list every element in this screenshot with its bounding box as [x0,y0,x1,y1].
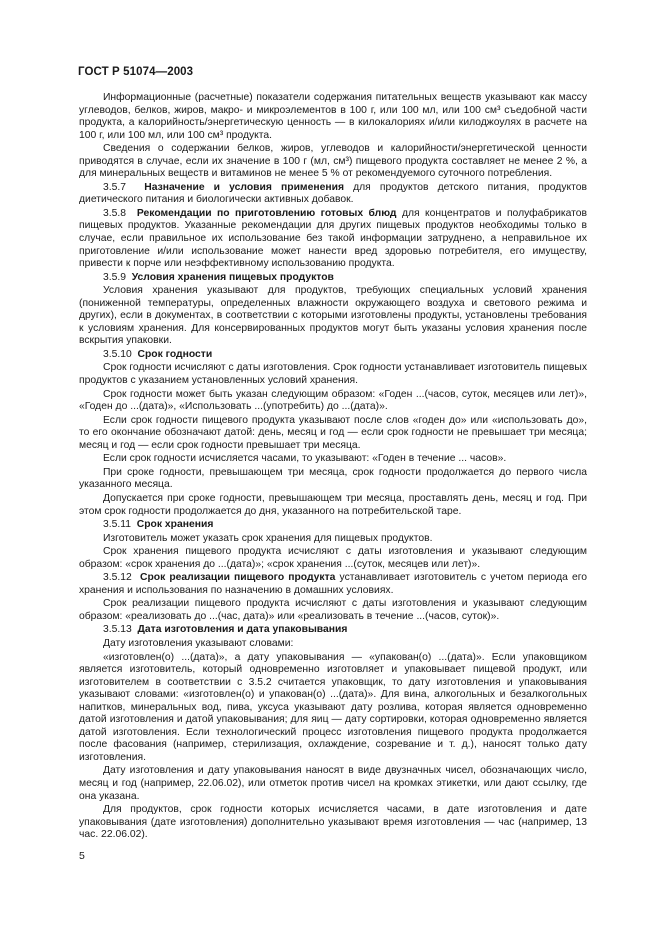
section-title: Срок хранения [136,519,214,531]
paragraph: Срок хранения пищевого продукта исчисляют с даты изготовления и указывают следующим образом: «срок хранения до ...(дата)»; «срок хранения ...(суток, месяцев или лет)». [79,546,587,570]
document-body [79,92,587,843]
section-3-5-11 [79,519,587,532]
paragraph: Изготовитель может указать срок хранения для пищевых продуктов. [103,532,433,544]
section-text: для концентратов и полуфабрикатов пищевых продуктов. Указанные рекомендации для других пищевых продуктов необходимы только в случае, если правильное их использование без такой информации затруднено, а неправильное их приготовление и/или использование может нанести вред здоровью потребителя, его имуществу, привести к порче или неэффективному использованию продукта. [79,207,588,270]
section-text: устанавливает изготовитель с учетом периода его хранения и использования по назначению в домашних условиях. [79,572,588,596]
section-text: для продуктов детского питания, продуктов диетического питания и биологически активных добавок. [79,181,588,206]
section-number: 3.5.9 [103,271,127,283]
section-number: 3.5.8 [103,207,127,219]
paragraph: Дату изготовления указывают словами: [103,637,294,649]
section-3-5-8 [79,208,587,271]
paragraph: Условия хранения указывают для продуктов, требующих специальных условий хранения (пониженной температуры, определенных влажности окружающего воздуха и светового режима и других), если в документах, в соответствии с которыми изготовлены продукты, установлены требования к условиям хранения. Для консервированных продуктов могут быть указаны условия хранения после вскрытия упаковки. [79,285,587,347]
paragraph: Срок реализации пищевого продукта исчисляют с даты изготовления и указывают следующим образом: «реализовать до ...(час, дата)» или «реализовать в течение ...(часов, суток)». [79,598,587,622]
section-title: Срок реализации пищевого продукта [139,572,336,584]
section-3-5-10 [79,349,587,362]
section-title: Дата изготовления и дата упаковывания [137,624,348,636]
paragraph: Для продуктов, срок годности которых исчисляется часами, в дате изготовления и дате упаковывания (дате изготовления) дополнительно указывают время изготовления — час (например, 13 час. 22.06.02). [79,804,587,841]
section-title: Срок годности [137,348,213,360]
page-number: 5 [79,850,85,862]
paragraph: При сроке годности, превышающем три месяца, срок годности продолжается до первого числа указанного месяца. [79,466,587,491]
section-number: 3.5.11 [103,519,131,531]
paragraph: Информационные (расчетные) показатели содержания питательных веществ указывают как массу углеводов, белков, жиров, макро- и микроэлементов в 100 г, или 100 мл, или 100 см³ съедобной части продукта, а калорийность/энергетическую ценность — в килокалориях и/или килоджоулях в расчете на 100 г, или 100 мл, или 100 см³ продукта. [79,92,587,141]
section-3-5-9 [79,272,587,285]
paragraph: Допускается при сроке годности, превышающем три месяца, проставлять день, месяц и год. При этом срок годности продолжается до дня, указанного на потребительской таре. [79,492,587,517]
section-number: 3.5.12 [103,572,132,584]
section-number: 3.5.10 [103,348,132,360]
section-title: Рекомендации по приготовлению готовых блюд [136,207,397,219]
paragraph: Срок годности может быть указан следующим образом: «Годен ...(часов, суток, месяцев или лет)», «Годен до ...(дата)», «Использовать ...(употребить) до ...(дата)». [79,388,587,413]
paragraph: Сведения о содержании белков, жиров, углеводов и калорийности/энергетической ценности приводятся в случае, если их значение в 100 г (мл, см³) пищевого продукта составляет не менее 2 %, а для минеральных веществ и витаминов не менее 5 % от рекомендуемого суточного потребления. [79,143,587,180]
section-number: 3.5.7 [103,181,127,193]
section-3-5-7 [79,182,587,207]
section-3-5-13 [79,624,587,637]
paragraph: Срок годности исчисляют с даты изготовления. Срок годности устанавливает изготовитель пищевых продуктов с указанием установленных условий хранения. [79,362,587,387]
section-3-5-12 [79,572,587,597]
section-title: Назначение и условия применения [144,181,344,193]
paragraph: Дату изготовления и дату упаковывания наносят в виде двузначных чисел, обозначающих число, месяц и год (например, 22.06.02), или отметок против чисел на кромках этикетки, или дают ссылку, где она указана. [79,765,587,802]
section-title: Условия хранения пищевых продуктов [131,271,334,283]
section-number: 3.5.13 [103,624,132,636]
paragraph: Если срок годности пищевого продукта указывают после слов «годен до» или «использовать до», то его окончание обозначают датой: день, месяц и год — если срок годности не превышает три месяца; месяц и год — если срок годности превышает три месяца. [79,414,587,451]
paragraph: Если срок годности исчисляется часами, то указывают: «Годен в течение ... часов». [103,453,507,465]
paragraph: «изготовлен(о) ...(дата)», а дату упаковывания — «упакован(о) ...(дата)». Если упаковщиком является изготовитель, который одновременно изготовляет и упаковывает пищевой продукт, или изготовителем в соответствии с 3.5.2 считается упаковщик, то дату изготовления и упаковывания указывают словами: «изготовлен(о) и упакован(о) ...(дата)». Для вина, алкогольных и безалкогольных напитков, минеральных вод, пива, уксуса указывают дату розлива, которая является одновременно датой изготовления и датой упаковывания; для яиц — дату сортировки, которая одновременно является датой изготовления. Если технологический процесс изготовления пищевого продукта продолжается после фасования (например, стерилизация, охлаждение, созревание и т. д.), наносят только дату изготовления. [79,651,587,763]
document-header: ГОСТ Р 51074—2003 [78,66,194,78]
